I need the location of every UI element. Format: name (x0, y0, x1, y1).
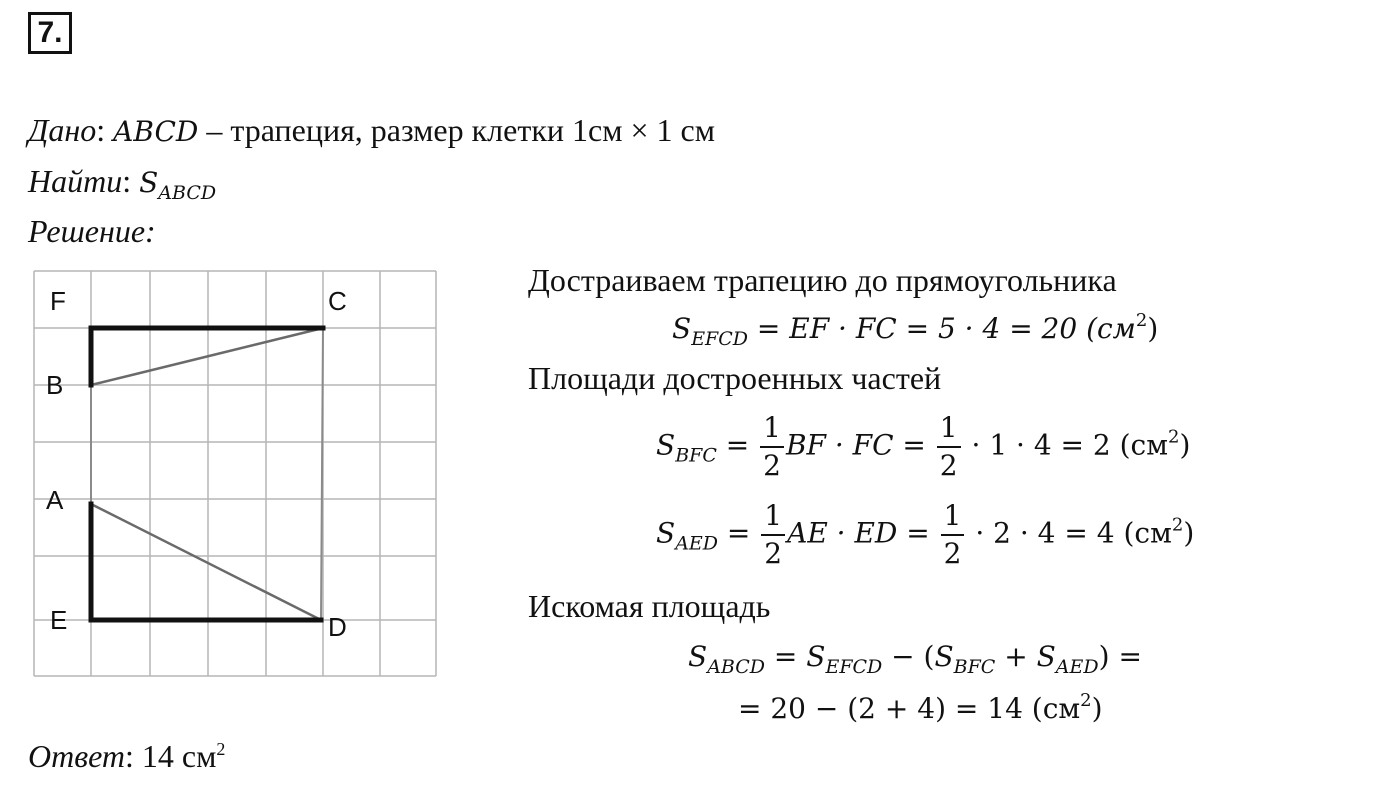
equation-bfc: $S_{BFC}$ = $\frac{1}{2}$ BF · FC = $\frac{1}{2}$ · 1 · 4 = 2 $(см^2)$ (656, 411, 1191, 482)
grid (34, 271, 436, 676)
step-parts-text: Площади достроенных частей (528, 360, 942, 396)
equation-final-1: $S_{ABCD} = S_{EFCD} - (S_{BFC} + S_{AED})$ = (688, 640, 1142, 678)
solution-label: Решение: (28, 213, 156, 249)
find-subscript: ABCD (158, 182, 217, 204)
find-symbol: S (139, 166, 159, 199)
rectangle-sides (91, 328, 323, 620)
triangle-hypotenuses (91, 328, 323, 620)
trapezoid-bold-sides (91, 328, 323, 620)
fraction-one-half: $\frac{1}{2}$ (761, 498, 785, 572)
label-A: A (46, 485, 64, 515)
given-label: Дано (28, 112, 97, 148)
step-sought-text: Искомая площадь (528, 588, 771, 624)
equation-aed: $S_{AED}$ = $\frac{1}{2}$ AE · ED = $\frac{1}{2}$ · 2 · 4 = 4 $(см^2)$ (656, 499, 1195, 570)
answer-value: 14 см (133, 738, 217, 774)
label-E: E (50, 605, 68, 635)
label-C: C (328, 286, 347, 316)
answer-label: Ответ (28, 738, 125, 774)
label-D: D (328, 612, 347, 642)
fraction-one-half: $\frac{1}{2}$ (937, 410, 961, 484)
given-text: – трапеция, размер клетки 1см × 1 см (206, 112, 715, 148)
fraction-one-half: $\frac{1}{2}$ (760, 410, 784, 484)
find-label: Найти (28, 163, 123, 199)
answer-line: Ответ: 14 $см^2$ (28, 738, 226, 774)
find-line: Найти: $S_{ABCD}$ (28, 163, 217, 204)
label-B: B (46, 370, 64, 400)
fraction-one-half: $\frac{1}{2}$ (941, 498, 965, 572)
equation-efcd: $S_{EFCD}$ = EF · FC = 5 · 4 = 20 $(см^2)$ (672, 310, 1159, 350)
label-F: F (50, 286, 66, 316)
trapezoid-grid-figure (30, 266, 440, 686)
problem-number: 7. (28, 12, 72, 54)
step-complete-text: Достраиваем трапецию до прямоугольника (528, 262, 1117, 298)
equation-final-2: = 20 − (2 + 4) = 14 $(см^2)$ (738, 690, 1103, 725)
given-subject: ABCD (113, 115, 199, 148)
given-line: Дано: ABCD – трапеция, размер клетки 1см × 1 см (28, 112, 715, 148)
